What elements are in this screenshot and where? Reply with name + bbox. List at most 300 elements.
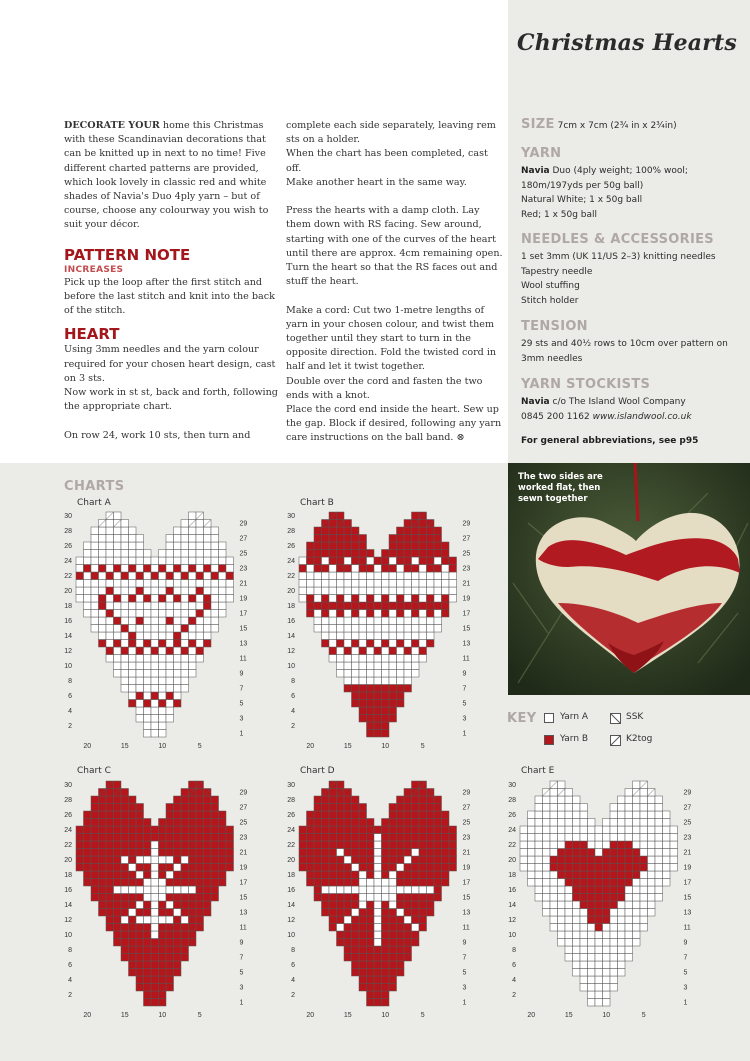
chart-cell: [404, 595, 412, 603]
chart-cell: [565, 946, 573, 954]
chart-cell: [382, 849, 390, 857]
chart-cell: [204, 819, 212, 827]
chart-cell: [449, 580, 457, 588]
chart-cell: [196, 655, 204, 663]
chart-cell: [374, 969, 382, 977]
chart-cell: [322, 595, 330, 603]
chart-cell: [129, 700, 137, 708]
chart-cell: [129, 565, 137, 573]
chart-cell: [382, 826, 390, 834]
chart-cell: [648, 796, 656, 804]
chart-cell: [219, 856, 227, 864]
chart-cell: [389, 849, 397, 857]
chart-cell: [352, 856, 360, 864]
col2-para-5: Make a cord: Cut two 1-metre lengths of yarn in your chosen colour, and twist them together until they start to turn in the opposite direction. Fold the twisted cord in half and let it twist together.: [286, 304, 497, 373]
heart-para-2: Now work in st st, back and forth, following the appropriate chart.: [64, 387, 278, 413]
chart-cell: [367, 692, 375, 700]
chart-cell: [389, 886, 397, 894]
chart-cell: [329, 834, 337, 842]
chart-cell: [442, 557, 450, 565]
chart-cell: [359, 984, 367, 992]
chart-cell: [595, 826, 603, 834]
yarn-b-swatch: [544, 735, 554, 745]
charts-heading: CHARTS: [64, 479, 125, 494]
chart-cell: [129, 542, 137, 550]
chart-cell: [151, 886, 159, 894]
chart-cell: [84, 826, 92, 834]
chart-cell: [610, 961, 618, 969]
chart-cell: [344, 954, 352, 962]
chart-cell: [412, 527, 420, 535]
chart-cell: [449, 841, 457, 849]
chart-cell: [603, 999, 611, 1007]
row-number-right: 25: [239, 550, 248, 558]
chart-cell: [603, 916, 611, 924]
chart-cell: [196, 841, 204, 849]
chart-cell: [367, 610, 375, 618]
chart-cell: [91, 841, 99, 849]
chart-cell: [610, 841, 618, 849]
row-number-left: 12: [508, 917, 516, 924]
chart-cell: [299, 826, 307, 834]
chart-cell: [352, 804, 360, 812]
chart-cell: [625, 841, 633, 849]
chart-cell: [337, 811, 345, 819]
chart-cell: [337, 602, 345, 610]
chart-cell: [106, 565, 114, 573]
chart-cell: [648, 894, 656, 902]
chart-cell: [419, 804, 427, 812]
chart-cell: [434, 602, 442, 610]
chart-cell: [625, 789, 633, 797]
row-number-left: 14: [64, 902, 72, 909]
chart-cell: [419, 856, 427, 864]
chart-cell: [129, 871, 137, 879]
chart-cell: [144, 632, 152, 640]
stockists-url[interactable]: www.islandwool.co.uk: [592, 411, 692, 422]
chart-cell: [91, 819, 99, 827]
chart-cell: [166, 610, 174, 618]
chart-cell: [374, 580, 382, 588]
row-number-left: 10: [508, 932, 516, 939]
chart-cell: [106, 587, 114, 595]
chart-cell: [196, 550, 204, 558]
chart-cell: [359, 819, 367, 827]
chart-cell: [181, 647, 189, 655]
chart-cell: [211, 849, 219, 857]
chart-cell: [114, 849, 122, 857]
chart-cell: [588, 894, 596, 902]
row-number-left: 30: [64, 513, 72, 520]
row-number-left: 20: [64, 857, 72, 864]
chart-cell: [129, 647, 137, 655]
chart-cell: [84, 580, 92, 588]
chart-cell: [329, 924, 337, 932]
chart-cell: [166, 595, 174, 603]
chart-cell: [580, 984, 588, 992]
chart-cell: [329, 625, 337, 633]
row-number-right: 23: [462, 834, 471, 842]
chart-cell: [419, 625, 427, 633]
chart-cell: [374, 864, 382, 872]
chart-cell: [397, 640, 405, 648]
chart-cell: [144, 894, 152, 902]
chart-cell: [374, 946, 382, 954]
chart-cell: [159, 602, 167, 610]
chart-cell: [352, 580, 360, 588]
row-number-right: 19: [239, 595, 248, 603]
chart-cell: [174, 909, 182, 917]
chart-cell: [174, 864, 182, 872]
chart-cell: [307, 602, 315, 610]
chart-cell: [367, 557, 375, 565]
chart-cell: [159, 961, 167, 969]
chart-cell: [344, 565, 352, 573]
chart-cell: [520, 841, 528, 849]
chart-cell: [329, 602, 337, 610]
chart-cell: [397, 662, 405, 670]
chart-cell: [374, 557, 382, 565]
chart-cell: [427, 580, 435, 588]
chart-cell: [352, 946, 360, 954]
row-number-right: 9: [683, 939, 688, 947]
chart-cell: [367, 587, 375, 595]
chart-cell: [618, 954, 626, 962]
chart-cell: [404, 834, 412, 842]
col2-para-1: complete each side separately, leaving rem sts on a holder.: [286, 120, 496, 146]
chart-cell: [359, 707, 367, 715]
chart-cell: [412, 804, 420, 812]
chart-cell: [367, 625, 375, 633]
chart-cell: [352, 527, 360, 535]
chart-cell: [219, 819, 227, 827]
chart-cell: [367, 954, 375, 962]
chart-cell: [211, 796, 219, 804]
chart-cell: [344, 894, 352, 902]
chart-cell: [603, 901, 611, 909]
row-number-right: 29: [683, 789, 692, 797]
chart-cell: [129, 610, 137, 618]
chart-cell: [419, 901, 427, 909]
chart-cell: [314, 565, 322, 573]
chart-cell: [166, 670, 174, 678]
chart-cell: [640, 804, 648, 812]
row-number-left: 6: [68, 962, 72, 969]
chart-cell: [307, 819, 315, 827]
chart-cell: [159, 572, 167, 580]
chart-cell: [114, 535, 122, 543]
chart-cell: [633, 849, 641, 857]
chart-cell: [618, 811, 626, 819]
chart-cell: [204, 565, 212, 573]
row-number-right: 21: [462, 580, 471, 588]
chart-cell: [352, 894, 360, 902]
chart-cell: [610, 901, 618, 909]
k2tog-icon: [610, 735, 621, 746]
chart-cell: [367, 864, 375, 872]
chart-cell: [151, 961, 159, 969]
chart-cell: [412, 796, 420, 804]
chart-cell: [129, 796, 137, 804]
chart-cell: [397, 819, 405, 827]
row-number-left: 20: [287, 857, 295, 864]
chart-cell: [174, 565, 182, 573]
needles-item: Stitch holder: [521, 295, 579, 306]
size-spec: [521, 118, 743, 134]
chart-cell: [359, 677, 367, 685]
chart-cell: [580, 804, 588, 812]
chart-cell: [382, 871, 390, 879]
chart-cell: [382, 685, 390, 693]
chart-cell: [174, 879, 182, 887]
row-number-left: 6: [291, 962, 295, 969]
chart-cell: [374, 565, 382, 573]
chart-cell: [114, 595, 122, 603]
chart-cell: [528, 871, 536, 879]
chart-cell: [610, 909, 618, 917]
chart-cell: [166, 692, 174, 700]
chart-cell: [114, 894, 122, 902]
chart-cell: [329, 535, 337, 543]
chart-cell: [397, 580, 405, 588]
chart-cell: [121, 939, 129, 947]
row-number-left: 2: [68, 723, 72, 730]
chart-cell: [114, 924, 122, 932]
chart-cell: [618, 849, 626, 857]
chart-cell: [121, 685, 129, 693]
chart-cell: [603, 894, 611, 902]
chart-cell: [189, 841, 197, 849]
chart-cell: [196, 640, 204, 648]
chart-cell: [314, 572, 322, 580]
chart-cell: [588, 886, 596, 894]
row-number-right: 27: [239, 804, 248, 812]
chart-cell: [322, 894, 330, 902]
chart-cell: [427, 542, 435, 550]
chart-cell: [196, 647, 204, 655]
chart-cell: [404, 662, 412, 670]
chart-cell: [99, 886, 107, 894]
row-number-right: 17: [239, 610, 248, 618]
chart-cell: [367, 826, 375, 834]
chart-cell: [151, 602, 159, 610]
chart-cell: [558, 856, 566, 864]
chart-cell: [106, 542, 114, 550]
chart-cell: [550, 834, 558, 842]
chart-cell: [528, 849, 536, 857]
chart-cell: [565, 819, 573, 827]
chart-cell: [374, 610, 382, 618]
chart-cell: [633, 781, 641, 789]
chart-cell: [151, 834, 159, 842]
chart-cell: [106, 826, 114, 834]
key-label: KEY: [507, 711, 537, 726]
chart-cell: [520, 834, 528, 842]
chart-cell: [144, 557, 152, 565]
chart-cell: [76, 841, 84, 849]
chart-cell: [226, 834, 234, 842]
chart-cell: [181, 789, 189, 797]
chart-cell: [196, 572, 204, 580]
chart-cell: [558, 864, 566, 872]
chart-cell: [189, 535, 197, 543]
chart-cell: [359, 640, 367, 648]
row-number-right: 27: [683, 804, 692, 812]
chart-cell: [159, 707, 167, 715]
chart-cell: [367, 916, 375, 924]
chart-cell: [174, 894, 182, 902]
chart-cell: [121, 924, 129, 932]
chart-cell: [573, 909, 581, 917]
chart-cell: [226, 587, 234, 595]
chart-cell: [189, 939, 197, 947]
chart-cell: [434, 535, 442, 543]
row-number-left: 12: [287, 648, 295, 655]
chart-cell: [219, 841, 227, 849]
chart-cell: [114, 527, 122, 535]
chart-cell: [535, 826, 543, 834]
chart-cell: [618, 909, 626, 917]
chart-cell: [382, 707, 390, 715]
chart-cell: [382, 715, 390, 723]
chart-cell: [322, 841, 330, 849]
chart-cell: [427, 849, 435, 857]
chart-cell: [337, 550, 345, 558]
chart-cell: [535, 796, 543, 804]
chart-cell: [618, 804, 626, 812]
chart-cell: [174, 557, 182, 565]
chart-cell: [344, 916, 352, 924]
abbreviations-note: For general abbreviations, see p95: [521, 436, 699, 446]
chart-cell: [434, 557, 442, 565]
chart-cell: [382, 901, 390, 909]
chart-cell: [389, 841, 397, 849]
chart-cell: [204, 841, 212, 849]
chart-cell: [389, 692, 397, 700]
chart-cell: [374, 715, 382, 723]
chart-cell: [322, 901, 330, 909]
chart-cell: [419, 841, 427, 849]
chart-cell: [159, 715, 167, 723]
row-number-right: 15: [239, 894, 248, 902]
chart-cell: [595, 946, 603, 954]
row-number-left: 30: [64, 782, 72, 789]
chart-cell: [136, 602, 144, 610]
chart-cell: [389, 969, 397, 977]
chart-cell: [159, 999, 167, 1007]
chart-cell: [618, 826, 626, 834]
chart-cell: [174, 961, 182, 969]
chart-cell: [412, 864, 420, 872]
chart-cell: [558, 796, 566, 804]
chart-cell: [550, 811, 558, 819]
chart-cell: [449, 849, 457, 857]
k2tog-label: K2tog: [626, 734, 653, 744]
chart-cell: [136, 535, 144, 543]
chart-cell: [655, 849, 663, 857]
chart-cell: [166, 535, 174, 543]
chart-cell: [344, 670, 352, 678]
chart-cell: [419, 879, 427, 887]
chart-cell: [374, 700, 382, 708]
chart-cell: [640, 834, 648, 842]
chart-cell: [151, 692, 159, 700]
chart-cell: [397, 550, 405, 558]
chart-cell: [618, 916, 626, 924]
chart-cell: [204, 625, 212, 633]
chart-cell: [181, 572, 189, 580]
chart-cell: [129, 856, 137, 864]
chart-cell: [382, 550, 390, 558]
chart-cell: [129, 864, 137, 872]
chart-cell: [397, 632, 405, 640]
chart-cell: [329, 565, 337, 573]
chart-cell: [419, 602, 427, 610]
chart-cell: [382, 677, 390, 685]
chart-cell: [181, 662, 189, 670]
chart-cell: [374, 722, 382, 730]
chart-cell: [322, 550, 330, 558]
chart-cell: [419, 640, 427, 648]
chart-cell: [166, 946, 174, 954]
chart-cell: [427, 572, 435, 580]
chart-cell: [144, 722, 152, 730]
chart-cell: [151, 984, 159, 992]
chart-cell: [114, 565, 122, 573]
chart-cell: [129, 901, 137, 909]
chart-cell: [114, 632, 122, 640]
chart-cell: [404, 557, 412, 565]
chart-cell: [329, 826, 337, 834]
row-number-right: 23: [462, 565, 471, 573]
chart-cell: [648, 901, 656, 909]
row-number-left: 4: [291, 977, 295, 984]
chart-cell: [382, 991, 390, 999]
chart-cell: [322, 632, 330, 640]
chart-cell: [359, 909, 367, 917]
row-number-left: 2: [68, 992, 72, 999]
chart-cell: [121, 520, 129, 528]
photo-caption: The two sides are worked flat, then sewn together: [518, 472, 603, 504]
chart-cell: [106, 879, 114, 887]
chart-cell: [106, 789, 114, 797]
chart-cell: [136, 939, 144, 947]
chart-cell: [181, 610, 189, 618]
chart-cell: [322, 849, 330, 857]
chart-cell: [397, 572, 405, 580]
chart-cell: [144, 999, 152, 1007]
chart-cell: [359, 700, 367, 708]
chart-cell: [359, 916, 367, 924]
chart-cell: [144, 879, 152, 887]
chart-cell: [166, 901, 174, 909]
chart-cell: [389, 871, 397, 879]
chart-cell: [648, 886, 656, 894]
yarn-line-3: Natural White; 1 x 50g ball: [521, 195, 643, 205]
chart-cell: [151, 610, 159, 618]
chart-cell: [427, 565, 435, 573]
chart-cell: [151, 557, 159, 565]
chart-cell: [211, 871, 219, 879]
chart-cell: [129, 572, 137, 580]
chart-cell: [344, 901, 352, 909]
chart-cell: [595, 864, 603, 872]
chart-cell: [663, 811, 671, 819]
chart-cell: [352, 879, 360, 887]
chart-cell: [174, 954, 182, 962]
chart-cell: [404, 864, 412, 872]
chart-cell: [204, 595, 212, 603]
